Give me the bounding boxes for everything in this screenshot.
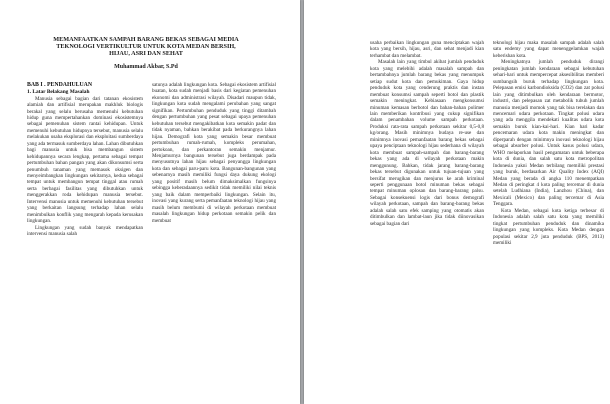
paragraph: teknologi hijau maka masalah sampah adalah salah satu endemy yang dapat menenggelamkan wajah keberishan kota.: [493, 40, 604, 59]
title-line: MEMANFAATKAN SAMPAH BARANG BEKAS SEBAGAI MEDIA: [53, 36, 239, 43]
paragraph: Lingkungan yang sudah banyak mendapatkan intervensi manusia salah: [27, 224, 143, 238]
paragraph: Kota Medan, sebagai kota ketiga terbesar di Indonesia adalah salah satu kota yang memiliki tingkat pertumbuhan penduduk dan dinamika lingkungan yang kompleks. Kota Medan dengan populasi sekitar 2,9 juta penduduk (BPS, 2013) memiliki: [493, 207, 604, 247]
paragraph: Meningkatnya jumlah penduduk dirangi peningkatan jumlah kendaraan sebagai kebutuhan sehari-hari untuk mempercepat aksesibilitas memberi sumbangsih buruk terhadap lingkungan kota. Pelepasan emisi karbondioksida (CO2) dan zat polusi lain yang ditimbulkan oleh kendaraan bermotor, industri, dan pelepasan zat metabolik tubuh jumlah manusia menjadi momok yang tak bisa terelakan dan mencemari udara perkotaan. Tingkat polusi udara yang ada menggila mendekati kualitas udara kota semakin buruk kian-kai-hari. Kian hari kadar pencemaran udara kota makin meningkat dan diperparah dengan minimnya inovasi teknologi hijau sebagai absorber polusi. Untuk kasus polusi udara, WHO melaporkan hasil pengamatan untuk beberapa kota di dunia, dan salah satu kota metropolitan Indonesia yakni Medan terbilang memiliki prestasi yang buruk, berdasarkan Air Quality Index (AQI) Medan yang berada di angka 110 menempatkan Medan di peringkat 4 kota paling tercemar di dunia setelah Ludhiana (India), Lanzhou (China), dan Mexicali (Mexico) dan paling tercemar di Asia Tenggara.: [493, 59, 604, 208]
paragraph: usaha perbaikan lingkungan guna menciptakan wajah kota yang bersih, hijau, asri, dan sehat menjadi kian terhambat dan melambat.: [370, 40, 484, 59]
subsection-heading: 1. Latar Belakang Masalah: [27, 89, 90, 95]
title-line: HIJAU, ASRI DAN SEHAT: [109, 50, 183, 58]
page1-column-right: [152, 82, 276, 224]
paragraph: Masalah lain yang timbul akibat jumlah penduduk kota yang melebihi adalah masalah sampah dan bertambahnya jumlah barang bekas yang menumpuk setiap sudut kota dan pemukiman. Gaya hidup penduduk kota yang cenderung praktis dan instan membuat konsumsi sampah seperti botol dan plastik semakin meningkat. Kebiasaan mengkonsumsi minuman kemasan berbotol dan bahan-bahan polimer lain memberikan kontribusi yang cukup signifikan dalam penambahan volume sampah perkotaan. Produksi rata-rata sampah perkotaan sekitar 0,5-0,8 kg/orang. Masih minimnya budaya re-use dan minimnya inovasi pemanfaatan barang bekas sebagai upaya penciptaan teknologi hijau sederhana di wilayah kota membuat sampah-sampah dan barang-barang bekas yang ada di wilayah perkotaan makin menggunung. Bahkan, tidak jarang barang-barang bekas tersebut digunakan untuk tujuan-tujuan yang bersifat merugikan dan menjurus ke arah kriminal seperti penggunaan botol minuman bekas sebagai tempat minuman oplosan dan barang-barang palsu. Sebagai konsekuensi logis dari bonus demografi wilayah perkotaan, sampah dan barang-barang bekas adalah salah satu efek samping yang otomatis akan ditimbulkan dan lambat-laun jika tidak diinovasikan sebagai bagian dari: [370, 59, 484, 227]
paragraph: satunya adalah lingkungan kota. Sebagai ekosistem artifisial buatan, kota sudah menjadi basis dari kegiatan pemenuhan ekonomi dan administrasi wilayah. Disadari maupun tidak, lingkungan kota sudah mengalami perubahan yang sangat signifikan. Pertumbuhan penduduk yang tinggi ditambah dengan pertumbuhan yang pesat sebagai upaya pemenuhan kebutuhan tersebut mengakibatkan kota semakin padat dan tidak nyaman, bahkan berakibat pada berkurangnya lahan hijau. Demografi kota yang semakin besar membuat pertumbuhan rumah-rumah, kompleks perumahan, pertokoan, dan perkantoran semakin menjamur. Menjamurnya bangunan tersebut juga berdampak pada menyusutnya lahan hijau sebagai penyangga lingkungan kota dan sebagai paru-paru kota. Bangunan-bangunan yang sebenarnya masih memiliki fungsi daya dukung ekologi yang positif masih belum dimaksimalkan fungsinya sebingga keberadaannya sedikit tidak memiliki nilai teknis yang baik dalam memperbaiki lingkungan. Selain itu, inovasi yang kurang serta pemanfaatan teknologi hijau yang masih belum membumi di wilayah perkotaan membuat masalah lingkungan hidup perkotaan semakin pelik dan membuat: [152, 82, 276, 224]
page2-column-right: [493, 40, 604, 247]
document-page-2: [304, 0, 610, 404]
page1-column-left: [27, 82, 143, 238]
author-name: Muhammad Akbar, S.Pd: [114, 64, 178, 70]
title-line: TEKNOLOGI VERTIKULTUR UNTUK KOTA MEDAN BERSIH,: [56, 43, 236, 51]
document-title: [10, 36, 282, 58]
document-page-1: [0, 0, 300, 404]
paragraph: Manusia sebagai bagian dari tatanan ekosistem alamiah dan artifisial merupakan makhluk biologis berakal yang selalu berusaha memenuhi kebutuhan hidup guna mempertahankan dominasi ekosistemnya sebagai pemenuhan sistem rantai kehidupan. Untuk memenuhi kebutuhan hidupnya tersebut, manusia selalu melakukan usaha eksplorasi dan eksploitasi sumberdaya yang ada termasuk sumberdaya lahan. Lahan dibutuhkan bagi manusia untuk bisa membangun sistem kehidupannya secara lengkap, pertama sebagai tempat pertumbuhan bahan pangan yang akan dikonsumsi serta penumbuh tanaman yang memasok oksigen dan menyeimbangkan lingkungan sekitarnya, kedua sebagai tempat untuk membangun tempat tinggal atau rumah serta berbagai fasilitas yang dibutuhkan untuk menggerakkan roda kehidupan manusia tersebut. Intervensi manusia untuk memenuhi kebutuhan tersebut yang berkaitan langsung terhadap lahan selalu menimbulkan konflik yang mengarah kepada kerusakan lingkungan.: [27, 95, 143, 225]
page2-column-left: [370, 40, 484, 227]
section-heading: BAB I . PENDAHULUAN: [27, 82, 93, 88]
